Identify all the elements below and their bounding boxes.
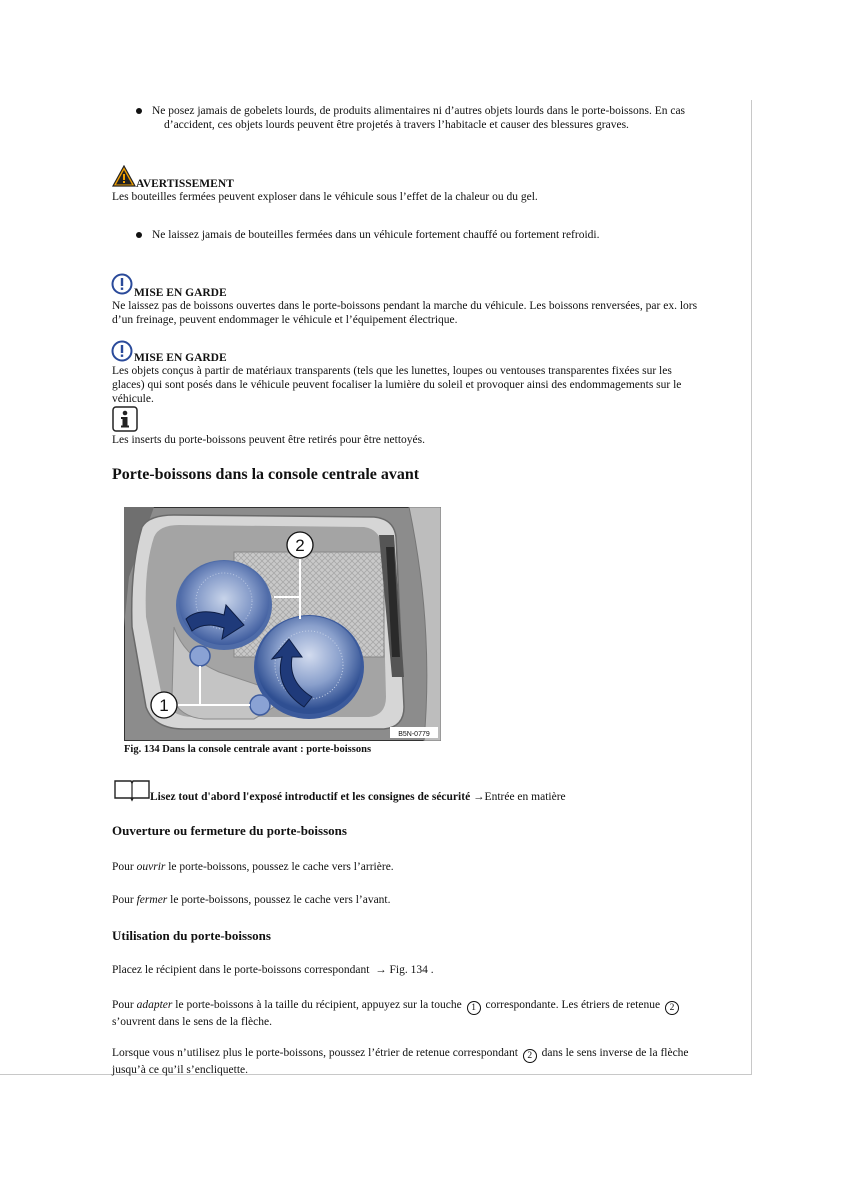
paragraph: Pour adapter le porte-boissons à la taille du récipient, appuyez sur la touche 1 correspondante. Les étriers de retenue 2 s’ouvrent dans le sens de la flèche. (112, 998, 737, 1029)
bullet-item (152, 104, 737, 132)
warning-text: Les bouteilles fermées peuvent exploser dans le véhicule sous l’effet de la chaleur ou du gel. (112, 191, 538, 203)
emphasis: adapter (136, 999, 173, 1011)
caution-line: Les objets conçus à partir de matériaux transparents (tels que les lunettes, loupes ou ventouses transparentes fixées sur les (112, 365, 672, 377)
figure-callout-1: 1 (159, 696, 169, 715)
caution-icon (111, 273, 133, 299)
callout-circle-1: 1 (467, 1001, 481, 1015)
readfirst-text: Lisez tout d'abord l'exposé introductif et les consignes de sécurité (150, 791, 471, 803)
subsection-title: Ouverture ou fermeture du porte-boissons (112, 823, 347, 838)
bullet-dot (136, 232, 142, 238)
paragraph: Pour fermer le porte-boissons, poussez le cache vers l’avant. (112, 894, 391, 906)
warning-bullet: Ne laissez jamais de bouteilles fermées dans un véhicule fortement chauffé ou fortement refroidi. (152, 229, 600, 241)
page-frame-right (751, 100, 752, 1075)
caution-line: glaces) qui sont posés dans le véhicule peuvent focaliser la lumière du soleil et provoquer ainsi des endommagements sur le (112, 379, 682, 391)
book-icon (113, 778, 151, 806)
readfirst-note (150, 790, 566, 804)
bullet-dot (136, 108, 142, 114)
caution-line: véhicule. (112, 393, 154, 405)
callout-circle-2: 2 (523, 1049, 537, 1063)
paragraph: Pour ouvrir le porte-boissons, poussez le cache vers l’arrière. (112, 861, 394, 873)
figure-reference-link[interactable]: → Fig. 134 . (375, 964, 434, 976)
emphasis: ouvrir (136, 861, 166, 873)
section-title: Porte-boissons dans la console centrale avant (112, 466, 420, 483)
subsection-title: Utilisation du porte-boissons (112, 928, 271, 943)
warning-icon (112, 165, 136, 191)
figure-caption: Fig. 134 Dans la console centrale avant : porte-boissons (124, 744, 372, 755)
caution-line: d’un freinage, peuvent endommager le véhicule et l’équipement électrique. (112, 314, 458, 326)
figure-callout-2: 2 (295, 536, 305, 555)
info-icon (112, 406, 138, 436)
bullet-line: Ne posez jamais de gobelets lourds, de produits alimentaires ni d’autres objets lourds dans le porte-boissons. En cas (152, 105, 686, 117)
info-text: Les inserts du porte-boissons peuvent être retirés pour être nettoyés. (112, 434, 425, 446)
paragraph: Lorsque vous n’utilisez plus le porte-boissons, poussez l’étrier de retenue correspondant 2 dans le sens inverse de la flèche jusqu’à ce qu’il s’encliquette. (112, 1047, 689, 1076)
caution-heading: MISE EN GARDE (134, 352, 227, 364)
bullet-line: d’accident, ces objets lourds peuvent être projetés à travers l’habitacle et causer des blessures graves. (164, 119, 629, 131)
arrow-icon: → (473, 791, 485, 803)
caution-icon (111, 340, 133, 366)
emphasis: fermer (136, 894, 168, 906)
caution-heading: MISE EN GARDE (134, 287, 227, 299)
figure-code: B5N-0779 (398, 731, 430, 738)
figure-cupholder (124, 507, 441, 741)
callout-circle-2: 2 (665, 1001, 679, 1015)
readfirst-link[interactable]: Entrée en matière (484, 791, 566, 803)
caution-text (112, 299, 737, 327)
warning-heading: AVERTISSEMENT (136, 178, 234, 190)
caution-text (112, 364, 737, 406)
caution-line: Ne laissez pas de boissons ouvertes dans le porte-boissons pendant la marche du véhicule. Les boissons renversées, par ex. lors (112, 300, 698, 312)
paragraph: Placez le récipient dans le porte-boissons correspondant → Fig. 134 . (112, 964, 434, 976)
